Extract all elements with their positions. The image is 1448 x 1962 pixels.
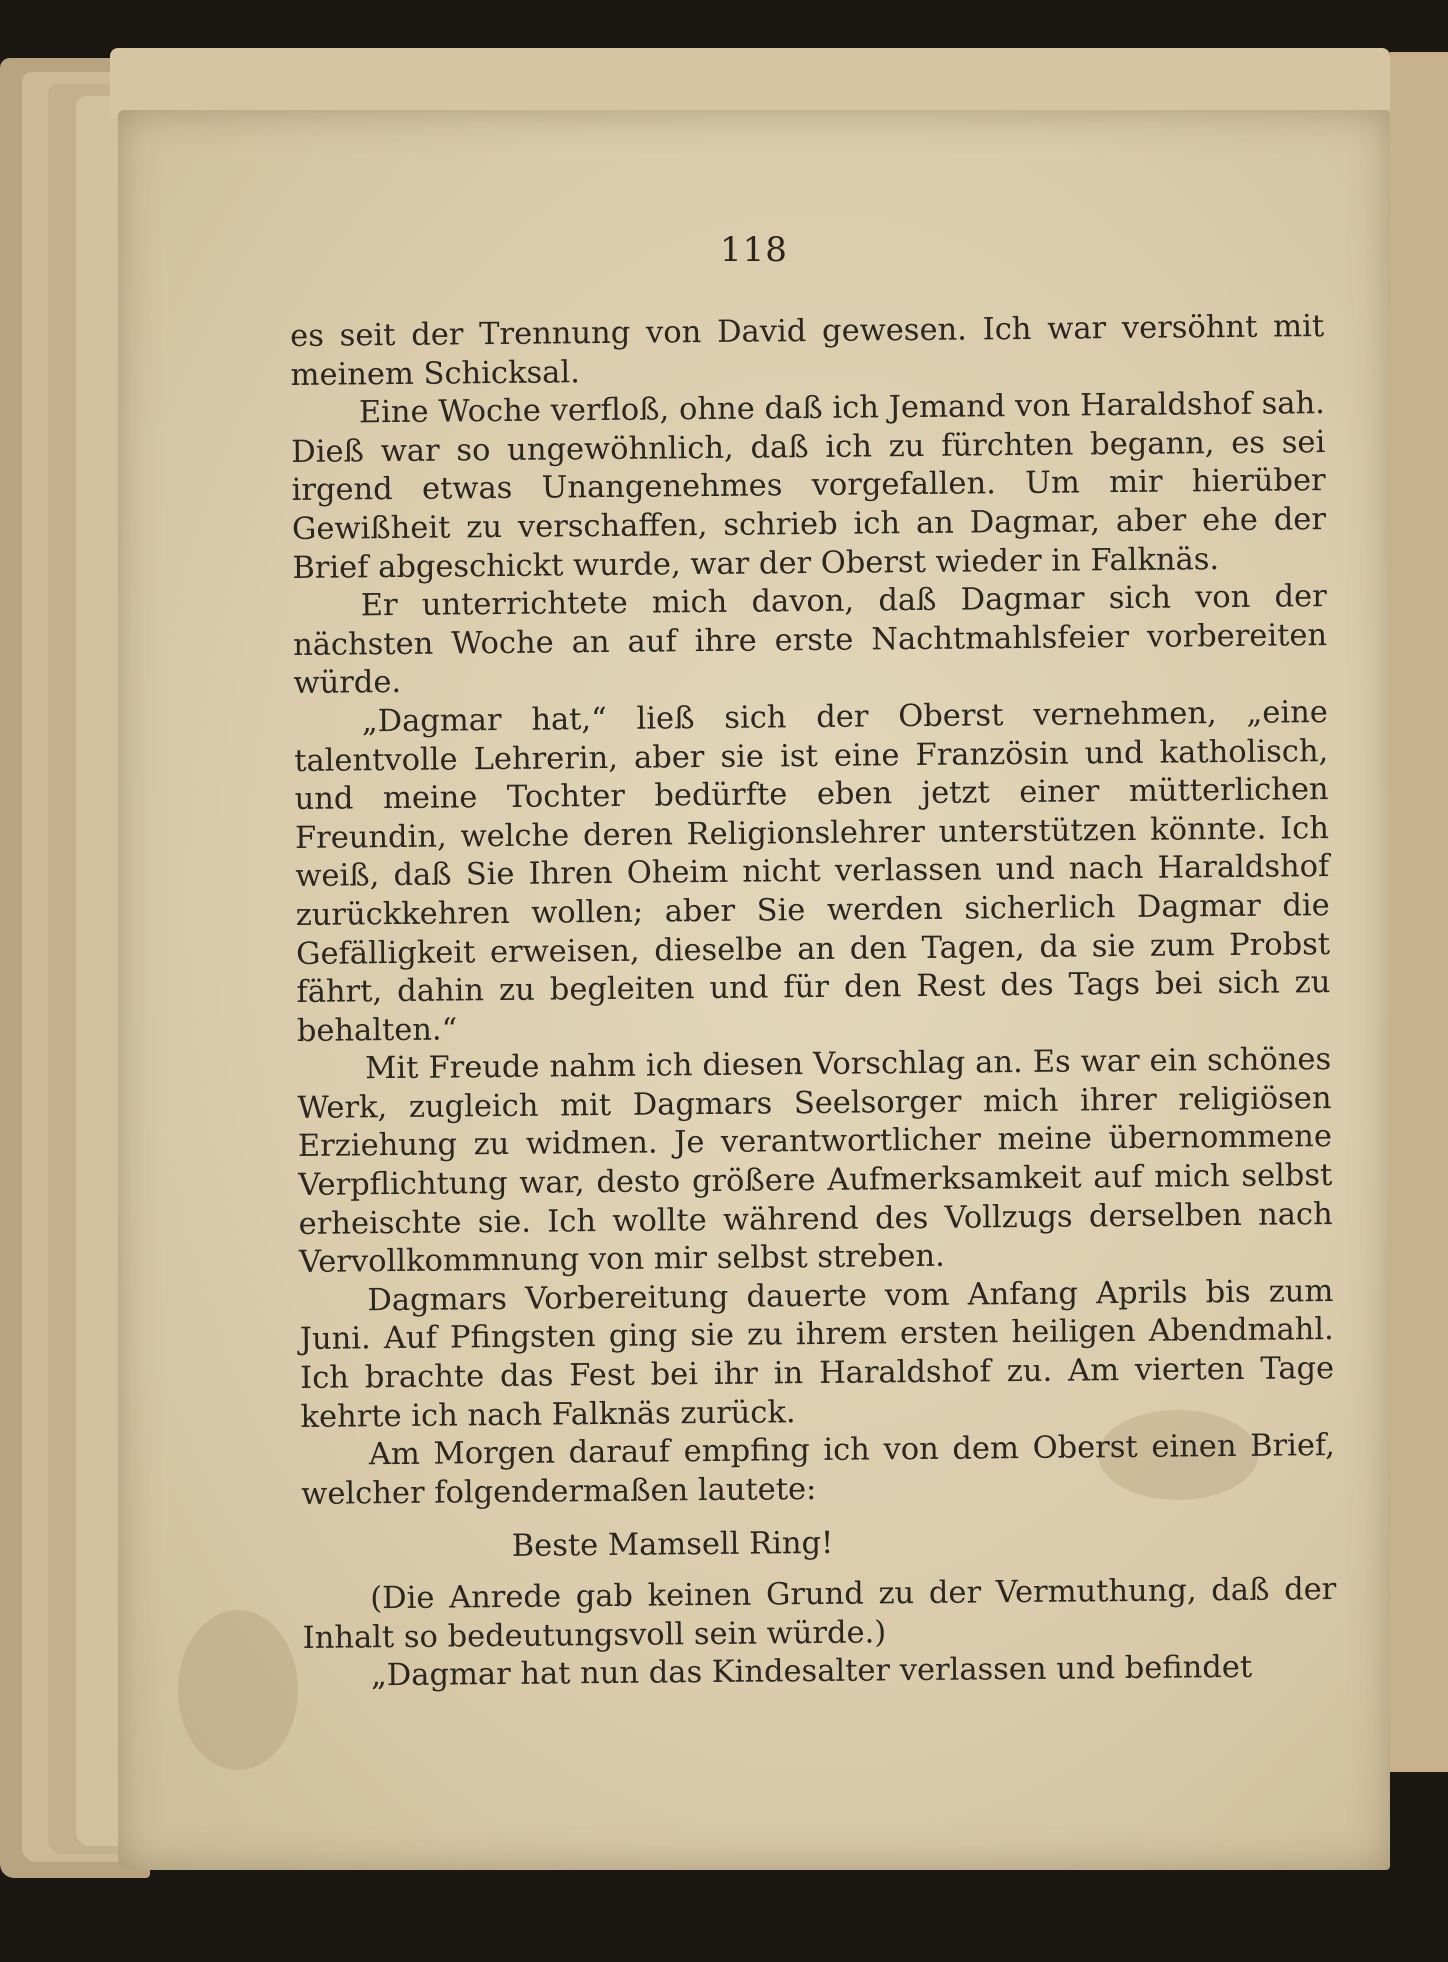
paragraph: „Dagmar hat,“ ließ sich der Oberst vernehmen, „eine talentvolle Lehrerin, aber sie ist eine Französin und katholisch, und meine Tochter bedürfte eben jetzt einer mütterlichen Freundin, welche deren Religionslehrer unterstützen könnte. Ich weiß, daß Sie Ihren Oheim nicht verlassen und nach Haraldshof zurückkehren wollen; aber Sie werden sicherlich Dagmar die Gefälligkeit erweisen, dieselbe an den Tagen, da sie zum Probst fährt, dahin zu begleiten und für den Rest des Tags bei sich zu behalten.“ [294,694,1331,1049]
letter-salutation: Beste Mamsell Ring! [511,1526,834,1565]
paragraph: Mit Freude nahm ich diesen Vorschlag an. Es war ein schönes Werk, zugleich mit Dagmars Seelsorger mich ihrer religiösen Erziehung zu widmen. Je verantwortlicher meine übernommene Verpflichtung war, desto größere Aufmerksamkeit auf mich selbst erheischte sie. Ich wollte während des Vollzugs derselben nach Vervollkommnung von mir selbst streben. [297,1042,1333,1281]
paragraph: Am Morgen darauf empfing ich von dem Oberst einen Brief, welcher folgendermaßen lautete: [301,1428,1336,1512]
body-text [290,308,1337,1697]
paragraph: Eine Woche verfloß, ohne daß ich Jemand von Haraldshof sah. Dieß war so ungewöhnlich, daß ich zu fürchten begann, es sei irgend etwas Unangenehmes vorgefallen. Um mir hierüber Gewißheit zu verschaffen, schrieb ich an Dagmar, aber ehe der Brief abgeschickt wurde, war der Oberst wieder in Falknäs. [291,386,1327,586]
book-page [118,110,1390,1870]
facing-page-edge [1387,52,1448,1772]
paragraph: (Die Anrede gab keinen Grund zu der Vermuthung, daß der Inhalt so bedeutungsvoll sein würde.) [302,1572,1337,1656]
paragraph: Dagmars Vorbereitung dauerte vom Anfang Aprils bis zum Juni. Auf Pfingsten ging sie zu ihrem ersten heiligen Abendmahl. Ich brachte das Fest bei ihr in Haraldshof zu. Am vierten Tage kehrte ich nach Falknäs zurück. [299,1273,1335,1435]
paper-stain [178,1610,298,1770]
paragraph: „Dagmar hat nun das Kindesalter verlassen und befindet [370,1650,1253,1694]
paragraph: Er unterrichtete mich davon, daß Dagmar sich von der nächsten Woche an auf ihre erste Nachtmahlsfeier vorbereiten würde. [292,579,1328,702]
paragraph: es seit der Trennung von David gewesen. Ich war versöhnt mit meinem Schicksal. [290,309,1325,393]
page-top-edge [110,48,1390,118]
page-number: 118 [720,230,788,270]
